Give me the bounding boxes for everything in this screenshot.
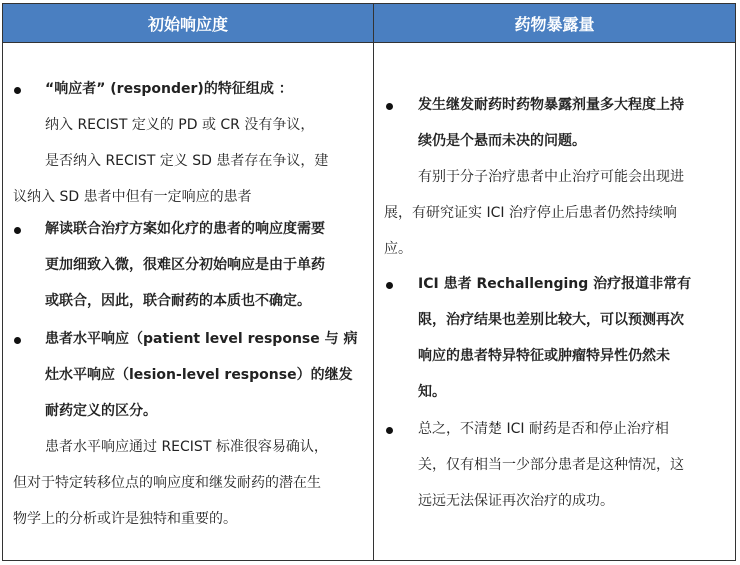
right-b1-line3: 有别于分子治疗患者中止治疗可能会出现进 bbox=[418, 169, 684, 185]
header-drug-exposure: 药物暴露量 bbox=[374, 4, 735, 42]
left-b1-line4: 议纳入 SD 患者中但有一定响应的患者 bbox=[13, 189, 252, 205]
bullet-dot-icon bbox=[14, 87, 21, 94]
left-b1-line1: “响应者” (responder)的特征组成 ： bbox=[45, 81, 293, 97]
right-b2-line1: ICI 患者 Rechallenging 治疗报道非常有 bbox=[418, 276, 692, 292]
right-b1-line1: 发生继发耐药时药物暴露剂量多大程度上持 bbox=[418, 97, 684, 113]
comparison-table bbox=[2, 3, 736, 561]
right-b3-line3: 远远无法保证再次治疗的成功。 bbox=[418, 493, 614, 509]
left-b3-line2: 灶水平响应（lesion-level response）的继发 bbox=[45, 367, 353, 383]
right-b3-line2: 关，仅有相当一少部分患者是这种情况，这 bbox=[418, 457, 684, 473]
bullet-dot-icon bbox=[14, 227, 21, 234]
right-b1-line2: 续仍是个悬而未决的问题。 bbox=[418, 133, 586, 149]
right-b3-line1: 总之，不清楚 ICI 耐药是否和停止治疗相 bbox=[418, 421, 669, 437]
header-divider bbox=[3, 42, 735, 43]
right-b1-line4: 展，有研究证实 ICI 治疗停止后患者仍然持续响 bbox=[384, 205, 677, 221]
left-b1-line3: 是否纳入 RECIST 定义 SD 患者存在争议，建 bbox=[45, 153, 329, 169]
left-b2-line2: 更加细致入微，很难区分初始响应是由于单药 bbox=[45, 257, 325, 273]
left-b1-line2: 纳入 RECIST 定义的 PD 或 CR 没有争议， bbox=[45, 117, 315, 133]
right-b1-line5: 应。 bbox=[384, 241, 412, 257]
left-b3-line3: 耐药定义的区分。 bbox=[45, 403, 157, 419]
left-b2-line3: 或联合，因此，联合耐药的本质也不确定。 bbox=[45, 293, 311, 309]
left-b2-line1: 解读联合治疗方案如化疗的患者的响应度需要 bbox=[45, 221, 325, 237]
left-b3-line6: 物学上的分析或许是独特和重要的。 bbox=[13, 511, 237, 527]
left-b3-line4: 患者水平响应通过 RECIST 标准很容易确认， bbox=[45, 439, 328, 455]
header-initial-response: 初始响应度 bbox=[3, 4, 373, 42]
bullet-dot-icon bbox=[14, 337, 21, 344]
right-b2-line3: 响应的患者特异特征或肿瘤特异性仍然未 bbox=[418, 348, 670, 364]
right-b2-line4: 知。 bbox=[418, 384, 446, 400]
bullet-dot-icon bbox=[386, 427, 393, 434]
right-b2-line2: 限，治疗结果也差别比较大，可以预测再次 bbox=[418, 312, 684, 328]
bullet-dot-icon bbox=[386, 103, 393, 110]
column-divider bbox=[373, 4, 374, 560]
left-b3-line5: 但对于特定转移位点的响应度和继发耐药的潜在生 bbox=[13, 475, 321, 491]
left-b3-line1: 患者水平响应（patient level response 与 病 bbox=[45, 331, 358, 347]
bullet-dot-icon bbox=[386, 282, 393, 289]
